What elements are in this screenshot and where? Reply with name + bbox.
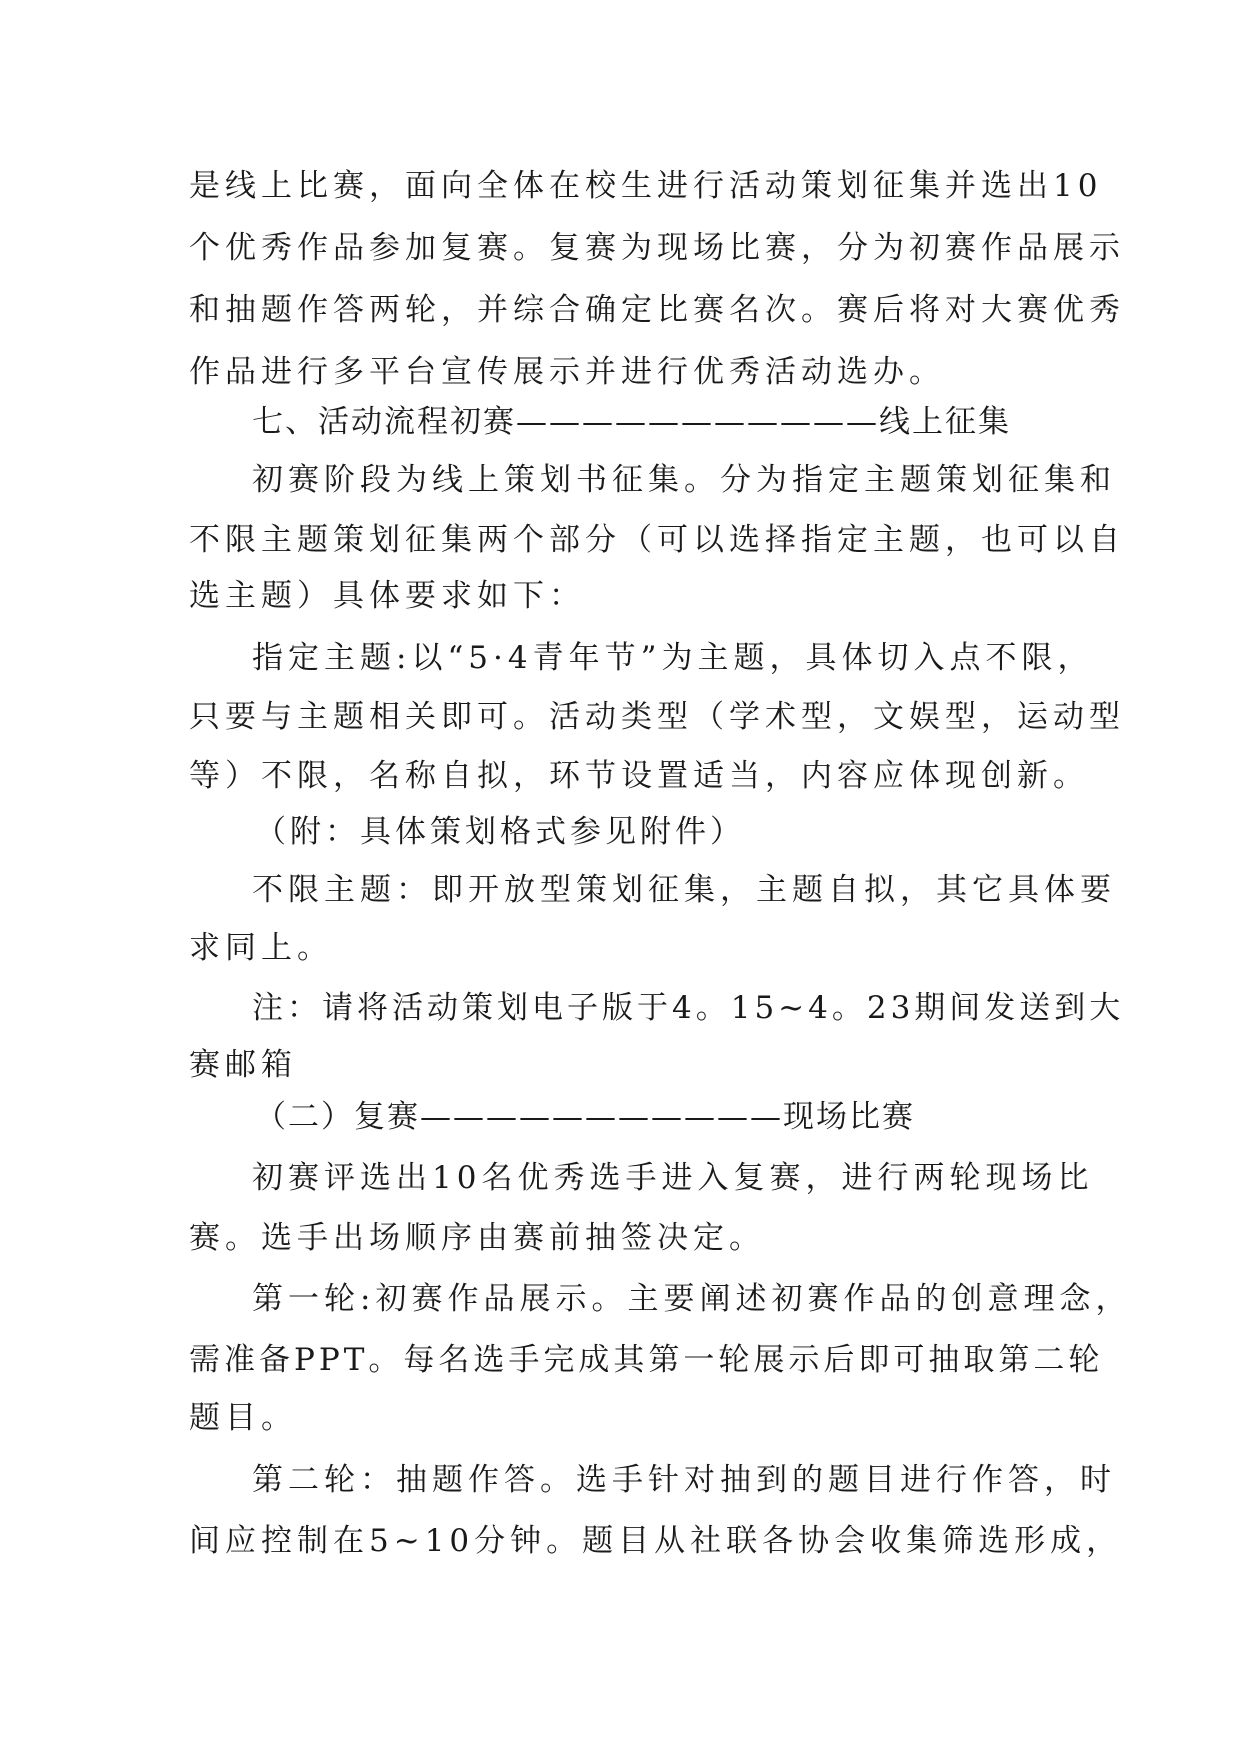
paragraph-line: 和抽题作答两轮，并综合确定比赛名次。赛后将对大赛优秀	[189, 292, 1125, 328]
paragraph-line: 是线上比赛，面向全体在校生进行活动策划征集并选出10	[189, 168, 1103, 204]
paragraph-line: 题目。	[189, 1400, 297, 1436]
paragraph-line: 个优秀作品参加复赛。复赛为现场比赛，分为初赛作品展示	[189, 230, 1125, 266]
paragraph-line: 第二轮：抽题作答。选手针对抽到的题目进行作答，时	[252, 1462, 1116, 1498]
paragraph-line: 需准备PPT。每名选手完成其第一轮展示后即可抽取第二轮	[189, 1342, 1104, 1378]
paragraph-line: 不限主题：即开放型策划征集，主题自拟，其它具体要	[252, 872, 1116, 908]
paragraph-note: （附：具体策划格式参见附件）	[255, 814, 745, 850]
paragraph-line: 只要与主题相关即可。活动类型（学术型，文娱型，运动型	[189, 699, 1125, 735]
paragraph-line: 间应控制在5~10分钟。题目从社联各协会收集筛选形成，	[189, 1523, 1123, 1559]
paragraph-line: 求同上。	[189, 930, 333, 966]
section-heading: （二）复赛———————————现场比赛	[255, 1099, 915, 1135]
paragraph-line: 等）不限，名称自拟，环节设置适当，内容应体现创新。	[189, 758, 1089, 794]
paragraph-line: 注：请将活动策划电子版于4。15~4。23期间发送到大	[252, 990, 1125, 1026]
paragraph-line: 赛。选手出场顺序由赛前抽签决定。	[189, 1220, 765, 1256]
paragraph-line: 作品进行多平台宣传展示并进行优秀活动选办。	[189, 354, 945, 390]
paragraph-line: 指定主题:以“5·4青年节”为主题，具体切入点不限，	[252, 640, 1094, 676]
paragraph-line: 初赛评选出10名优秀选手进入复赛，进行两轮现场比	[252, 1160, 1094, 1196]
section-heading: 七、活动流程初赛———————————线上征集	[252, 404, 1011, 440]
paragraph-line: 赛邮箱	[189, 1047, 297, 1083]
paragraph-line: 选主题）具体要求如下：	[189, 578, 585, 614]
paragraph-line: 初赛阶段为线上策划书征集。分为指定主题策划征集和	[252, 462, 1116, 498]
paragraph-line: 不限主题策划征集两个部分（可以选择指定主题，也可以自	[189, 522, 1125, 558]
paragraph-line: 第一轮:初赛作品展示。主要阐述初赛作品的创意理念，	[252, 1281, 1132, 1317]
